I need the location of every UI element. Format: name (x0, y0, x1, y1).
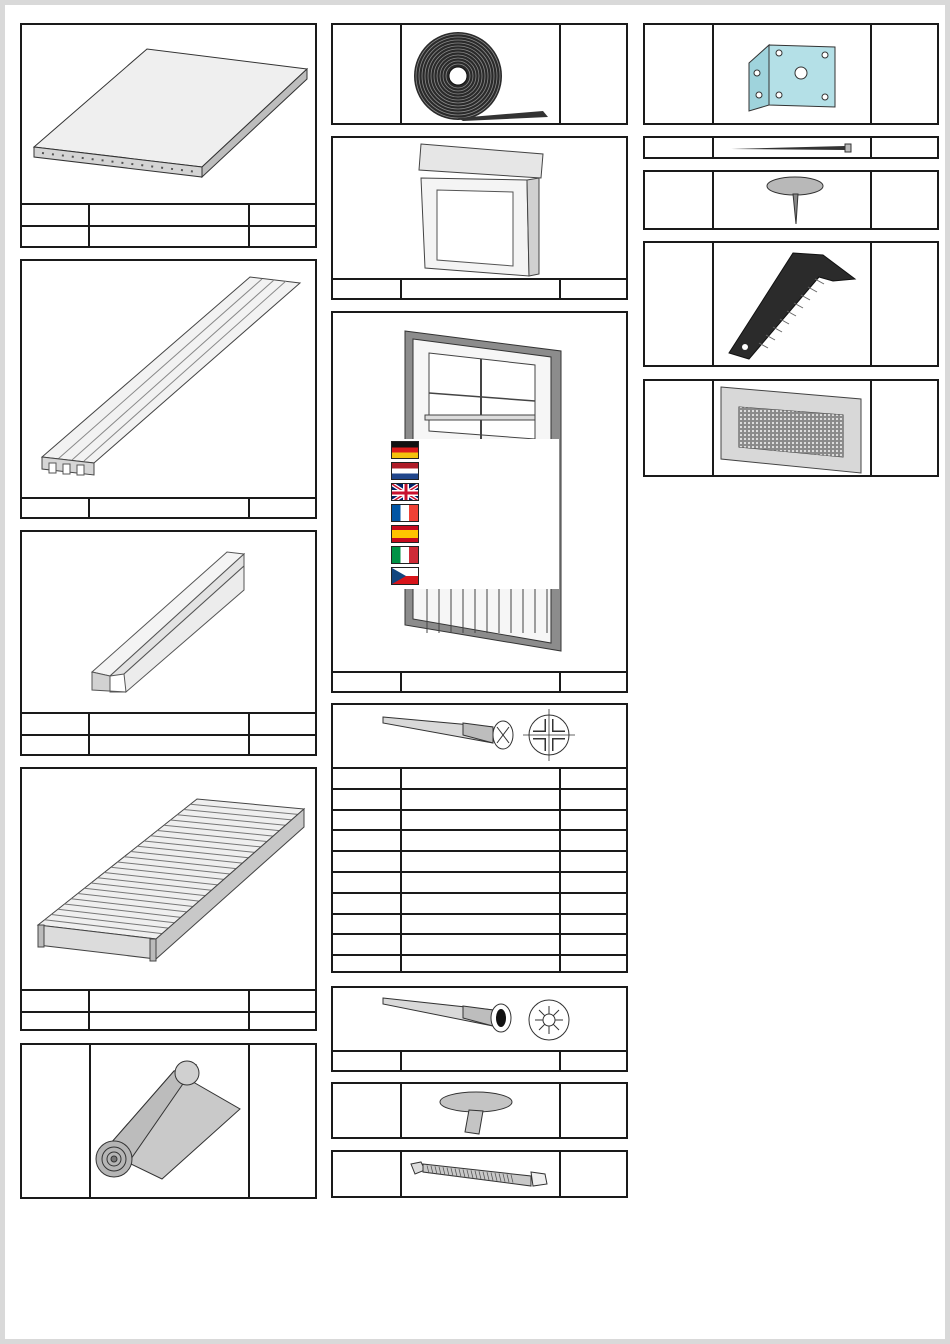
flag-france-icon (391, 504, 419, 522)
row-divider (22, 989, 315, 991)
column-divider (559, 1084, 561, 1137)
scraper-drawing (715, 247, 868, 365)
row-divider (22, 712, 315, 714)
row-divider (333, 788, 626, 790)
flag-netherlands-icon (391, 462, 419, 480)
part-card-felt-nail (643, 170, 939, 230)
sealing-tape-drawing (403, 29, 557, 123)
row-divider (333, 671, 626, 673)
row-divider (333, 954, 626, 956)
part-card-slatted-floor (20, 767, 317, 1031)
column-divider (870, 172, 872, 228)
roofing-felt-drawing (92, 1051, 246, 1191)
part-card-scraper (643, 241, 939, 367)
column-divider (400, 1152, 402, 1196)
row-divider (333, 913, 626, 915)
column-divider (248, 203, 250, 246)
pozi-screw-drawing (333, 988, 626, 1050)
column-divider (712, 138, 714, 157)
part-card-pozi-screw (331, 986, 628, 1072)
column-divider (712, 172, 714, 228)
part-card-hex-bolt (331, 1150, 628, 1198)
flag-italy-icon (391, 546, 419, 564)
flag-spain-icon (391, 525, 419, 543)
flag-united-kingdom-icon (391, 483, 419, 501)
part-card-sealing-tape (331, 23, 628, 125)
part-card-door (331, 311, 628, 693)
part-card-l-profile (20, 530, 317, 756)
column-divider (248, 497, 250, 517)
row-divider (333, 809, 626, 811)
window-frame-drawing (333, 138, 626, 278)
l-profile-drawing (22, 532, 315, 712)
column-divider (89, 1045, 91, 1197)
column-divider (559, 767, 561, 971)
column-divider (559, 1152, 561, 1196)
screw-cap-drawing (403, 1084, 557, 1137)
flag-czech-republic-icon (391, 567, 419, 585)
hex-bolt-drawing (403, 1152, 557, 1196)
column-divider (88, 712, 90, 754)
row-divider (333, 892, 626, 894)
row-divider (22, 1011, 315, 1013)
part-card-phillips-screw (331, 703, 628, 973)
row-divider (22, 225, 315, 227)
column-divider (400, 278, 402, 298)
column-divider (400, 1050, 402, 1070)
column-divider (559, 1050, 561, 1070)
part-card-vent-grille (643, 379, 939, 477)
column-divider (870, 381, 872, 475)
phillips-screw-drawing (333, 705, 626, 767)
part-card-grooved-profile (20, 259, 317, 519)
column-divider (712, 243, 714, 365)
column-divider (88, 989, 90, 1029)
row-divider (333, 829, 626, 831)
row-divider (22, 203, 315, 205)
row-divider (333, 1050, 626, 1052)
vent-grille-drawing (715, 381, 868, 475)
column-divider (248, 1045, 250, 1197)
nail-drawing (715, 138, 868, 157)
column-divider (400, 671, 402, 691)
floor-panel-drawing (22, 25, 315, 203)
flag-germany-icon (391, 441, 419, 459)
row-divider (22, 734, 315, 736)
felt-nail-drawing (715, 172, 868, 228)
column-divider (559, 671, 561, 691)
column-divider (400, 25, 402, 123)
column-divider (870, 138, 872, 157)
part-card-floor-panel (20, 23, 317, 248)
grooved-profile-drawing (22, 261, 315, 497)
part-card-window-frame (331, 136, 628, 300)
column-divider (712, 381, 714, 475)
row-divider (333, 933, 626, 935)
row-divider (333, 850, 626, 852)
language-flags (389, 439, 559, 589)
part-card-angle-bracket (643, 23, 939, 125)
part-card-nail (643, 136, 939, 159)
part-card-screw-cap (331, 1082, 628, 1139)
column-divider (248, 989, 250, 1029)
row-divider (22, 497, 315, 499)
column-divider (870, 243, 872, 365)
column-divider (248, 712, 250, 754)
column-divider (400, 1084, 402, 1137)
column-divider (400, 767, 402, 971)
part-card-roofing-felt (20, 1043, 317, 1199)
column-divider (870, 25, 872, 123)
row-divider (333, 871, 626, 873)
column-divider (712, 25, 714, 123)
row-divider (333, 767, 626, 769)
slatted-floor-drawing (22, 769, 315, 989)
column-divider (559, 25, 561, 123)
column-divider (559, 278, 561, 298)
angle-bracket-drawing (715, 29, 868, 123)
column-divider (88, 497, 90, 517)
column-divider (88, 203, 90, 246)
row-divider (333, 278, 626, 280)
